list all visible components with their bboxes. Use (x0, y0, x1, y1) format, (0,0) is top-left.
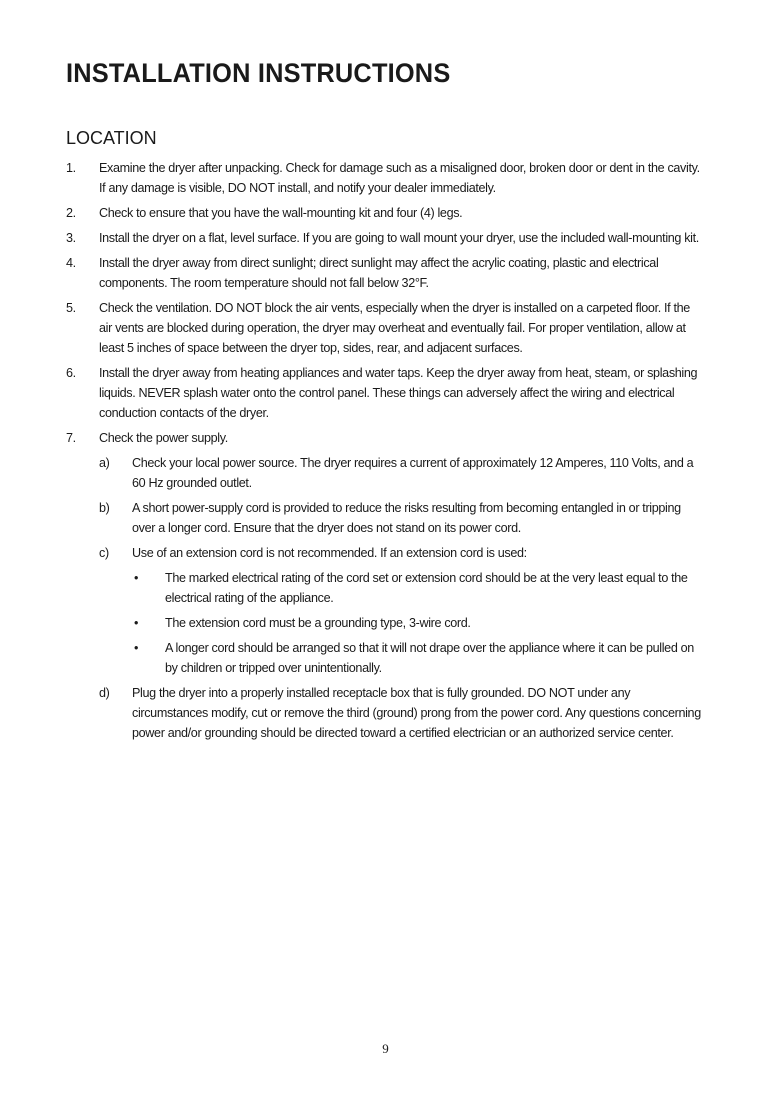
sub-item-letter: a) (99, 456, 110, 470)
list-item (66, 253, 706, 293)
list-item (66, 158, 706, 198)
item-text: Check to ensure that you have the wall-mounting kit and four (4) legs. (99, 206, 463, 220)
bullet-item (132, 613, 706, 633)
item-text: Check the ventilation. DO NOT block the air vents, especially when the dryer is installed on a carpeted floor. If the air vents are blocked during operation, the dryer may overheat and eventually fail. For proper ventilation, allow at least 5 inches of space between the dryer top, sides, rear, and adjacent surfaces. (99, 301, 690, 355)
sub-list-item (99, 683, 706, 743)
list-item (66, 428, 706, 743)
sub-item-text: A short power-supply cord is provided to reduce the risks resulting from becoming entangled in or tripping over a longer cord. Ensure that the dryer does not stand on its power cord. (132, 501, 681, 535)
sub-list-item (99, 453, 706, 493)
sub-item-text: Use of an extension cord is not recommended. If an extension cord is used: (132, 546, 527, 560)
bullet-item (132, 568, 706, 608)
bullet-text: The marked electrical rating of the cord set or extension cord should be at the very least equal to the electrical rating of the appliance. (165, 571, 688, 605)
list-item (66, 228, 706, 248)
sub-item-letter: d) (99, 686, 110, 700)
item-text: Install the dryer on a flat, level surface. If you are going to wall mount your dryer, use the included wall-mounting kit. (99, 231, 699, 245)
item-text: Check the power supply. (99, 431, 228, 445)
bullet-icon: • (134, 641, 139, 655)
list-item (66, 363, 706, 423)
page-number: 9 (382, 1041, 389, 1056)
bullet-icon: • (134, 616, 139, 630)
item-text: Install the dryer away from direct sunlight; direct sunlight may affect the acrylic coating, plastic and electrical components. The room temperature should not fall below 32°F. (99, 256, 659, 290)
sub-list-item (99, 498, 706, 538)
section-heading-location: LOCATION (66, 128, 157, 148)
item-number: 2. (66, 206, 76, 220)
sub-item-text: Check your local power source. The dryer requires a current of approximately 12 Amperes, 110 Volts, and a 60 Hz grounded outlet. (132, 456, 694, 490)
sub-item-text: Plug the dryer into a properly installed receptacle box that is fully grounded. DO NOT under any circumstances modify, cut or remove the third (ground) prong from the power cord. Any questions concerning power and/or grounding should be directed toward a certified electrician or an authorized service center. (132, 686, 701, 740)
bullet-item (132, 638, 706, 678)
sub-list-item (99, 543, 706, 678)
item-text: Install the dryer away from heating appliances and water taps. Keep the dryer away from heat, steam, or splashing liquids. NEVER splash water onto the control panel. These things can adversely affect the wiring and electrical conduction contacts of the dryer. (99, 366, 698, 420)
item-number: 7. (66, 431, 76, 445)
list-item (66, 298, 706, 358)
item-number: 5. (66, 301, 76, 315)
extension-cord-bullets (132, 568, 706, 678)
item-number: 6. (66, 366, 76, 380)
item-number: 3. (66, 231, 76, 245)
item-number: 4. (66, 256, 76, 270)
bullet-text: A longer cord should be arranged so that it will not drape over the appliance where it can be pulled on by children or tripped over unintentionally. (165, 641, 694, 675)
bullet-icon: • (134, 571, 139, 585)
bullet-text: The extension cord must be a grounding type, 3-wire cord. (165, 616, 471, 630)
sub-item-letter: b) (99, 501, 110, 515)
list-item (66, 203, 706, 223)
power-supply-sublist (99, 453, 706, 743)
item-number: 1. (66, 161, 76, 175)
item-text: Examine the dryer after unpacking. Check for damage such as a misaligned door, broken door or dent in the cavity. If any damage is visible, DO NOT install, and notify your dealer immediately. (99, 161, 700, 195)
sub-item-letter: c) (99, 546, 109, 560)
page-title: INSTALLATION INSTRUCTIONS (66, 58, 451, 88)
instruction-list (66, 158, 706, 748)
